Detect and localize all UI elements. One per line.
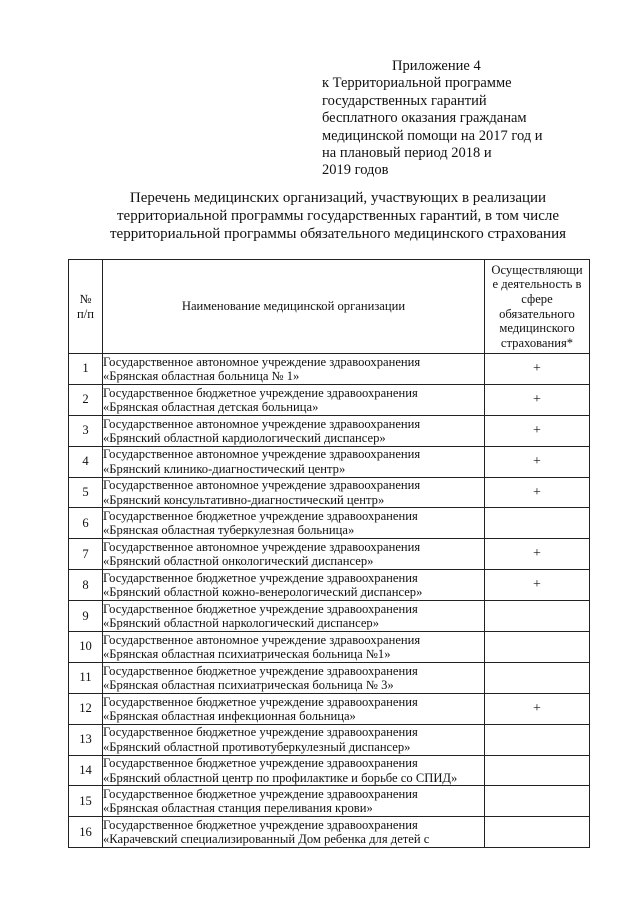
- oms-participation-mark: [485, 662, 590, 693]
- oms-participation-mark: +: [485, 539, 590, 570]
- organization-name: [103, 662, 485, 693]
- organization-name: [103, 601, 485, 632]
- organization-name: [103, 354, 485, 385]
- row-number: 15: [69, 786, 103, 817]
- organization-title: «Брянский областной кардиологический диспансер»: [103, 430, 386, 445]
- header-number: [69, 260, 103, 354]
- organization-title: «Брянский консультативно-диагностический центр»: [103, 492, 385, 507]
- appendix-line: медицинской помощи на 2017 год и: [322, 127, 543, 144]
- oms-participation-mark: +: [485, 446, 590, 477]
- table-row: [69, 354, 590, 385]
- oms-participation-mark: [485, 755, 590, 786]
- header-flag-line: Осуществляющи: [491, 262, 583, 277]
- organization-name: [103, 446, 485, 477]
- organization-name: [103, 724, 485, 755]
- appendix-line: 2019 годов: [322, 162, 389, 179]
- row-number: 1: [69, 354, 103, 385]
- organization-type: Государственное бюджетное учреждение здравоохранения: [103, 570, 418, 585]
- oms-participation-mark: [485, 508, 590, 539]
- organization-name: [103, 384, 485, 415]
- row-number: 5: [69, 477, 103, 508]
- row-number: 10: [69, 632, 103, 663]
- organization-type: Государственное автономное учреждение здравоохранения: [103, 416, 421, 431]
- row-number: 2: [69, 384, 103, 415]
- table-row: [69, 755, 590, 786]
- header-number-symbol: №: [79, 291, 92, 306]
- table-header-row: [69, 260, 590, 354]
- row-number: 12: [69, 693, 103, 724]
- oms-participation-mark: [485, 601, 590, 632]
- row-number: 11: [69, 662, 103, 693]
- appendix-heading: [322, 58, 622, 180]
- organization-title: «Брянский областной кожно-венерологический диспансер»: [103, 585, 423, 600]
- oms-participation-mark: +: [485, 384, 590, 415]
- header-organization-name: Наименование медицинской организации: [103, 260, 485, 354]
- oms-participation-mark: [485, 632, 590, 663]
- organization-type: Государственное автономное учреждение здравоохранения: [103, 632, 421, 647]
- organization-name: [103, 508, 485, 539]
- organization-name: [103, 817, 485, 848]
- organization-type: Государственное бюджетное учреждение здравоохранения: [103, 694, 418, 709]
- organization-title: «Брянский областной онкологический диспансер»: [103, 554, 374, 569]
- organization-type: Государственное бюджетное учреждение здравоохранения: [103, 818, 418, 833]
- header-oms-participation: [485, 260, 590, 354]
- organization-type: Государственное бюджетное учреждение здравоохранения: [103, 725, 418, 740]
- organization-type: Государственное автономное учреждение здравоохранения: [103, 354, 421, 369]
- organization-title: «Брянская областная психиатрическая больница № 3»: [103, 677, 394, 692]
- organization-type: Государственное бюджетное учреждение здравоохранения: [103, 663, 418, 678]
- row-number: 7: [69, 539, 103, 570]
- appendix-line: государственных гарантий: [322, 92, 487, 109]
- header-number-label: п/п: [77, 306, 94, 321]
- header-flag-line: сфере: [521, 291, 553, 306]
- organization-title: «Брянская областная инфекционная больница»: [103, 708, 356, 723]
- oms-participation-mark: +: [485, 570, 590, 601]
- appendix-line: бесплатного оказания гражданам: [322, 110, 527, 127]
- appendix-line: Приложение 4: [392, 58, 481, 74]
- title-line: территориальной программы государственных гарантий, в том числе: [116, 207, 560, 224]
- organization-name: [103, 632, 485, 663]
- header-flag-line: обязательного: [499, 306, 575, 321]
- header-flag-line: страхования*: [500, 335, 574, 350]
- organization-type: Государственное бюджетное учреждение здравоохранения: [103, 787, 418, 802]
- table-row: [69, 817, 590, 848]
- row-number: 9: [69, 601, 103, 632]
- table-row: [69, 508, 590, 539]
- row-number: 4: [69, 446, 103, 477]
- title-line: территориальной программы обязательного медицинского страхования: [109, 225, 567, 242]
- oms-participation-mark: [485, 724, 590, 755]
- organization-name: [103, 755, 485, 786]
- organization-name: [103, 693, 485, 724]
- table-row: [69, 384, 590, 415]
- row-number: 14: [69, 755, 103, 786]
- row-number: 3: [69, 415, 103, 446]
- organization-type: Государственное автономное учреждение здравоохранения: [103, 540, 421, 555]
- oms-participation-mark: +: [485, 477, 590, 508]
- organization-title: «Брянская областная больница № 1»: [103, 368, 300, 383]
- oms-participation-mark: +: [485, 415, 590, 446]
- appendix-line: на плановый период 2018 и: [322, 145, 492, 162]
- organization-title: «Брянская областная детская больница»: [103, 399, 319, 414]
- oms-participation-mark: [485, 786, 590, 817]
- row-number: 16: [69, 817, 103, 848]
- organization-name: [103, 477, 485, 508]
- organization-type: Государственное автономное учреждение здравоохранения: [103, 478, 421, 493]
- row-number: 8: [69, 570, 103, 601]
- organization-name: [103, 570, 485, 601]
- organization-type: Государственное бюджетное учреждение здравоохранения: [103, 601, 418, 616]
- table-row: [69, 446, 590, 477]
- header-flag-line: медицинского: [499, 321, 575, 336]
- title-line: Перечень медицинских организаций, участвующих в реализации: [129, 190, 547, 206]
- organization-type: Государственное автономное учреждение здравоохранения: [103, 447, 421, 462]
- row-number: 13: [69, 724, 103, 755]
- table-row: [69, 693, 590, 724]
- organization-title: «Карачевский специализированный Дом ребенка для детей с: [103, 832, 430, 847]
- document-title: [60, 190, 616, 243]
- header-flag-line: е деятельность в: [492, 277, 582, 292]
- table-row: [69, 786, 590, 817]
- table-row: [69, 632, 590, 663]
- table-row: [69, 415, 590, 446]
- table-row: [69, 570, 590, 601]
- appendix-line: к Территориальной программе: [322, 75, 512, 92]
- organization-type: Государственное бюджетное учреждение здравоохранения: [103, 509, 418, 524]
- oms-participation-mark: [485, 817, 590, 848]
- organization-title: «Брянский клинико-диагностический центр»: [103, 461, 346, 476]
- organization-title: «Брянская областная туберкулезная больница»: [103, 523, 355, 538]
- organization-title: «Брянский областной центр по профилактике и борьбе со СПИД»: [103, 770, 458, 785]
- organization-name: [103, 539, 485, 570]
- row-number: 6: [69, 508, 103, 539]
- table-row: [69, 601, 590, 632]
- organization-title: «Брянская областная психиатрическая больница №1»: [103, 646, 391, 661]
- oms-participation-mark: +: [485, 354, 590, 385]
- organization-title: «Брянская областная станция переливания крови»: [103, 801, 373, 816]
- organization-type: Государственное бюджетное учреждение здравоохранения: [103, 756, 418, 771]
- table-row: [69, 539, 590, 570]
- organization-title: «Брянский областной наркологический диспансер»: [103, 616, 380, 631]
- organizations-table: [68, 259, 590, 848]
- organization-name: [103, 415, 485, 446]
- organization-name: [103, 786, 485, 817]
- organization-title: «Брянский областной противотуберкулезный диспансер»: [103, 739, 411, 754]
- oms-participation-mark: +: [485, 693, 590, 724]
- table-row: [69, 662, 590, 693]
- table-row: [69, 724, 590, 755]
- organization-type: Государственное бюджетное учреждение здравоохранения: [103, 385, 418, 400]
- table-row: [69, 477, 590, 508]
